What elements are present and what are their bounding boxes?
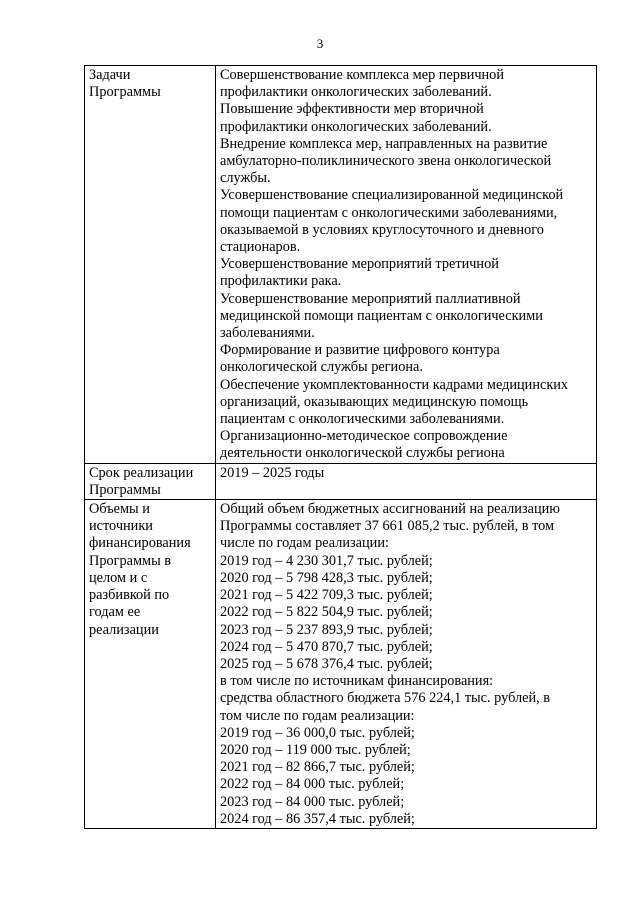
row-content-line: профилактики рака. xyxy=(220,273,342,290)
row-label-cell xyxy=(85,500,216,829)
row-label-line: источники xyxy=(89,518,153,535)
row-content-line: числе по годам реализации: xyxy=(220,535,389,552)
row-content-line: Общий объем бюджетных ассигнований на реализацию xyxy=(220,501,560,518)
row-label-line: Срок реализации xyxy=(89,464,194,481)
row-label-line: Задачи xyxy=(89,67,131,83)
row-label-line: целом и с xyxy=(89,569,148,586)
row-content-line: Совершенствование комплекса мер первичной xyxy=(220,67,504,83)
row-content-line: медицинской помощи пациентам с онкологическими xyxy=(220,307,543,324)
row-content-line: 2023 год – 5 237 893,9 тыс. рублей; xyxy=(220,621,433,638)
row-content-line: 2021 год – 5 422 709,3 тыс. рублей; xyxy=(220,587,433,604)
row-label-line: Программы в xyxy=(89,552,172,569)
row-label-cell xyxy=(85,463,216,499)
table-row xyxy=(85,66,597,464)
row-content-line: Повышение эффективности мер вторичной xyxy=(220,101,484,118)
row-content-line: помощи пациентам с онкологическими заболеваниями, xyxy=(220,204,558,221)
row-content-line: организаций, оказывающих медицинскую помощь xyxy=(220,393,529,410)
row-content-cell xyxy=(216,66,597,464)
row-content-line: Обеспечение укомплектованности кадрами медицинских xyxy=(220,376,569,393)
row-content-line: 2023 год – 84 000 тыс. рублей; xyxy=(220,793,405,810)
row-content-line: 2019 год – 4 230 301,7 тыс. рублей; xyxy=(220,552,433,569)
row-content-line: заболеваниями. xyxy=(220,325,315,342)
row-content-line: Внедрение комплекса мер, направленных на развитие xyxy=(220,135,548,152)
row-content-line: 2019 – 2025 годы xyxy=(220,464,325,481)
row-content-line: том числе по годам реализации: xyxy=(220,707,415,724)
row-content-line: службы. xyxy=(220,170,271,187)
row-label-line: Объемы и xyxy=(89,501,150,518)
row-content-line: онкологической службы региона. xyxy=(220,359,423,376)
row-content-line: 2021 год – 82 866,7 тыс. рублей; xyxy=(220,759,415,776)
table-row xyxy=(85,463,597,499)
row-label-line: реализации xyxy=(89,621,159,638)
row-content-cell xyxy=(216,463,597,499)
row-content-line: Усовершенствование специализированной медицинской xyxy=(220,187,564,204)
row-content-line: средства областного бюджета 576 224,1 тыс. рублей, в xyxy=(220,690,551,707)
page-number: 3 xyxy=(316,36,324,51)
row-label-cell xyxy=(85,66,216,464)
row-content-line: в том числе по источникам финансирования: xyxy=(220,673,494,690)
table-row xyxy=(85,500,597,829)
row-content-line: 2022 год – 84 000 тыс. рублей; xyxy=(220,776,405,793)
row-content-line: профилактики онкологических заболеваний. xyxy=(220,118,492,135)
row-content-line: Усовершенствование мероприятий паллиативной xyxy=(220,290,521,307)
row-content-line: 2024 год – 86 357,4 тыс. рублей; xyxy=(220,810,415,827)
row-content-line: 2020 год – 5 798 428,3 тыс. рублей; xyxy=(220,569,433,586)
row-content-line: профилактики онкологических заболеваний. xyxy=(220,84,492,101)
row-label-line: Программы xyxy=(89,481,161,498)
row-content-line: 2022 год – 5 822 504,9 тыс. рублей; xyxy=(220,604,433,621)
row-label-line: годам ее xyxy=(89,604,141,621)
row-label-line: Программы xyxy=(89,84,161,101)
row-content-line: амбулаторно-поликлинического звена онкологической xyxy=(220,153,552,170)
row-content-line: Усовершенствование мероприятий третичной xyxy=(220,256,499,273)
row-content-line: стационаров. xyxy=(220,239,301,256)
row-content-line: пациентам с онкологическими заболеваниями. xyxy=(220,411,505,428)
row-content-line: 2019 год – 36 000,0 тыс. рублей; xyxy=(220,724,415,741)
program-passport-table xyxy=(84,65,597,829)
row-content-line: 2025 год – 5 678 376,4 тыс. рублей; xyxy=(220,655,433,672)
row-label-line: финансирования xyxy=(89,535,191,552)
row-content-line: 2020 год – 119 000 тыс. рублей; xyxy=(220,741,411,758)
row-content-line: оказываемой в условиях круглосуточного и дневного xyxy=(220,221,544,238)
row-label-line: разбивкой по xyxy=(89,587,170,604)
row-content-line: Программы составляет 37 661 085,2 тыс. рублей, в том xyxy=(220,518,555,535)
row-content-cell xyxy=(216,500,597,829)
row-content-line: деятельности онкологической службы региона xyxy=(220,445,505,462)
row-content-line: 2024 год – 5 470 870,7 тыс. рублей; xyxy=(220,638,433,655)
row-content-line: Формирование и развитие цифрового контура xyxy=(220,342,500,359)
row-content-line: Организационно-методическое сопровождение xyxy=(220,428,508,445)
